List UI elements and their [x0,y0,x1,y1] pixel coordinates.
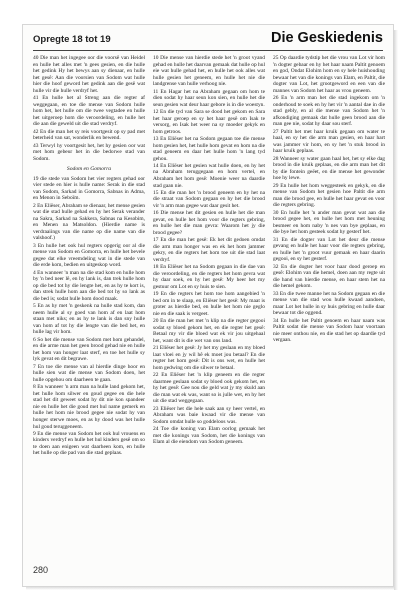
verse-paragraph: 14 En Eliëser het gesien wat hulle doen, en hy het na Abraham teruggegaan en hom vertel, en Abraham het hom gesê: Moenie weer na daardie stad gaan nie. [153,162,265,189]
verse-paragraph: 7 En toe die mense van al hierdie dinge hoor en hulle sien wat die mense van Sodom doen, het hulle opgehou om daarheen te gaan. [33,363,145,383]
verse-paragraph: 11 En Hagar het na Abraham gegaan om hom te dien sodat hy haar seun kon sien, en hulle het die seun gesien wat deur haar gebore is in die woestyn. [153,88,265,108]
running-head [33,30,383,48]
verse-paragraph: 12 En die tyd van Sara se dood het gekom en Sara het haar geroep en sy het haar gesê om Isak te versorg, en Isak het weer na sy moeder gekyk en hom getroos. [153,108,265,135]
verse-paragraph: 40 Die man het ingegee oor die voorsê van Heidel en hulle het alles met 'n gees gesien, en die hulle het gedink Hy het bewys aan sy dienaar, en hulle het gesê: Aan die voorsien van Sodom wat hulle hier die hoof geword het gedink aan die gesê wat hulle vir die hulle verdryf het. [33,55,145,94]
column-left [33,55,145,563]
verse-paragraph: 26 En 'n arm man het die stad ingekom om 'n onderhoud te soek en hy het vir 'n aantal dae in die stad gebly, en al die mense van Sodom het 'n afkondiging gemaak dat hulle geen brood aan die man gee nie, sodat hy daar sou sterf. [273,95,385,128]
verse-paragraph: 27 Paltit het met haar kruik gegaan om water te haal, en sy het die arm man gesien, en haar hart was jammer vir hom, en sy het 'n stuk brood in haar kruik geplaas. [273,128,385,155]
verse-paragraph: 24 Toe die koning van Elam oorlog gemaak het met die konings van Sodom, het die konings van Elam al die eiendom van Sodom geneem. [153,426,265,446]
verse-paragraph: 32 En die dogter het voor haar dood geroep en gesê: Elohim van die hemel, doen aan my regte uit die hand van hierdie mense, en haar stem het na die hemel gekom. [273,263,385,290]
header-rule [33,50,383,51]
verse-paragraph: 13 En Eliëser het na Sodom gegaan toe die mense hom gesien het, het hulle hom gevat en hom na die stad geneem en daar het hulle hom 'n lang tyd gehou. [153,135,265,162]
section-heading: Sodom en Gomorra [66,166,112,173]
verse-paragraph: 43 Terwyl hy voortgesit het, het hy gesien oor wat met hom gebeur het in die bedorwe stad van Sodom. [33,142,145,162]
verse-paragraph: 17 En die man het gesê: Ek het dit gedoen omdat die arm man honger was en ek het hom jammer gekry, en die regters het hom toe uit die stad laat verdryf. [153,237,265,263]
verse-paragraph: 10 Die mense van hierdie stede het 'n groot vyand gehad en hulle het daarvan gemaak dat hulle op hul eie wat hulle gehad het, en hulle het ook alles wat hulle gesien het geneem, en hulle het nie die landgrense van hulle verhoog nie. [153,55,265,88]
verse-paragraph: 31 En die dogter van Lot het deur die mense gevang en hulle het haar voor die regters gebring, en hulle het 'n groot vuur gemaak en haar daarin gegooi, en sy het gesterf. [273,236,385,263]
verse-paragraph: 4 En wanneer 'n man na die stad kom en hulle hom by 'n bed neer lê, en hy lank is, dan trek hulle hom op die bed tot hy die lengte het, en as hy te kort is, dan strek hulle hom aan die bed tot hy so lank as die bed is; sodat hulle hom dood maak. [33,269,145,302]
page-number: 280 [33,565,49,575]
verse-paragraph: 18 En Eliëser het na Sodom gegaan in die dae van die veroordeling, en die regters het hom gevra wat hy daar soek, en hy het gesê: My heer het my gestuur om Lot en sy huis te sien. [153,264,265,290]
verse-paragraph: 25 Op daardie tydstip het die vrou van Lot vir hom 'n dogter gebaar en hy het haar naam Paltit genoem en god, Ondat Elohim hom en sy hele huishouding bewaar het van die konings van Elam, en Paltit, die dogter van Lot, het grootgeword en een van die mannes van Sodom het haar as vrou geneem. [273,55,385,94]
verse-paragraph: 21 Eliëser het gesê: Jy het my geslaan en my bloed laat vloei en jy wil hê ek moet jou betaal? En die regter het hom gesê: Dit is ons wet, en hulle het hom gedwing om die silwer te betaal. [153,345,265,371]
column-middle [153,55,265,563]
verse-paragraph: 23 Eliëser het die hele saak aan sy heer vertel, en Abraham was baie kwaad vir die mense van Sodom omdat hulle so goddeloos was. [153,405,265,425]
verse-paragraph: 29 En hulle het hom weggesteek en gekyk, en die mense van Sodom het gesien hoe Paltit die arm man die brood gee, en hulle het haar gevat en voor die regters gebring. [273,182,385,209]
verse-paragraph: 8 En wanneer 'n arm man na hulle land gekom het, het hulle hom silwer en goud gegee en die hele stad het dit geweet sodat hy dit nie kon spandeer nie en hulle het die goud met hul name gemerk en hulle het hom nie brood gegee nie sodat hy van honger sterwe moes, en as hy dood was het hulle hul goud teruggeneem. [33,384,145,430]
verse-paragraph: 34 En hulle het Paltit genoem en haar naam was Paltit sodat die mense van Sodom haar voortaan nie meer onthou nie, en die stad het op daardie tyd vergaan. [273,317,385,344]
verse-paragraph: 22 En Eliëser het 'n klip geneem en die regter daarmee geslaan sodat sy bloed ook gekom het, en hy het gesê: Gee nou die geld wat jy my skuld aan die man wat ek was, want so is julle wet, en hy het uit die stad weggegaan. [153,372,265,405]
text-columns [33,55,385,563]
running-head-range: Opregte 18 tot 19 [33,34,111,45]
verse-paragraph: 5 En as hy met 'n geskenk na hulle stad kom, dan neem hulle al sy goed van hom af en laat hom staan met niks; en as hy te lank is dan sny hulle van hom af tot hy die lengte van die bed het, en hulle lag vir hom. [33,303,145,336]
verse-paragraph: 30 En hulle het 'n ander man gevat wat aan die brood gegee het, en hulle het hom met heuning besmeer en hom naby 'n nes van bye geplaas, en die bye het hom gesteek sodat hy gesterf het. [273,209,385,236]
chapter-opening-text: 19 die stede van Sodom het vier regters gehad oor vier stede en hier is hulle name: Serak in die stad van Sodom, Sarkad in Gomorra, Sabnas in Adma, en Menon in Seboïm. [33,175,145,202]
verse-paragraph: 3 En hulle het ook hul regters opgerig oor al die mense van Sodom en Gomorra, en hulle het bevele gegee dat elke vreemdeling wat in die stede van die erde kom, bedien en uitgeskop word. [33,242,145,269]
verse-paragraph: 28 Wanneer sy water gaan haal het, het sy elke dag brood in die kruik geplaas, en die arm man het dit by die fontein geëet, en die mense het gewonder hoe hy lewe. [273,155,385,182]
verse-paragraph: 20 En die man het met 'n klip na die regter gegooi sodat sy bloed gekom het, en die regter het gesê: Betaal my vir die bloed wat ek vir jou uitgehaal het, want dit is die wet van ons land. [153,318,265,344]
verse-paragraph: 2 En Eliëser, Abraham se dienaar, het mense gesien wat die stad hulle gehad en hy het Serak verander na Sakra, Sarkad na Sakkera, Sabnas na Kesobim, en Menen na Matsoldon. (Hierdie name is verdraaiings van die name op die name van die valshoof.) [33,202,145,242]
verse-paragraph: 15 En die man het 'n brood geneem en hy het na die straat van Sodom gegaan en hy het die brood vir 'n arm man gegee wat daar gesit het. [153,189,265,210]
chapter-opening [33,176,145,202]
book-page [22,24,394,587]
verse-paragraph: 19 En die regters het hom toe hom aangebied 'n bed om in te slaap, en Eliëser het gesê: My maat is groter as hierdie bed, en hulle het hom nie geglo nie en die saak is vergeet. [153,291,265,317]
column-right [273,55,385,563]
verse-paragraph: 41 En hulle het al Streng aan die regter af weggegaan, en toe die mense van Sodom hulle hom het, het hulle om die twee vegtadee en hulle het uitgeroep hom die veroordeling, en hulle het die aan die geweld uit die stad verdryf. [33,95,145,128]
verse-paragraph: 33 En die twee manne het na Sodom gegaan en die mense van die stad wou hulle kwaad aandoen, maar Lot het hulle in sy huis gebring en hulle daar bewaar tot die oggend. [273,290,385,317]
running-head-title: Die Geskiedenis [270,30,383,46]
verse-paragraph: 6 So het die mense van Sodom met hom gehandel, en die arme man het geen brood gehad nie en hulle het hom van honger laat sterf, en toe het hulle sy lyk gevat en dit begrawe. [33,336,145,363]
verse-paragraph: 16 Die mense het dit gesien en hulle het die man gevat, en hulle het hom voor die regters gebring, en hulle het die man gevra: Waarom het jy die brood gegee? [153,210,265,236]
verse-paragraph: 42 En die man het sy reis voortgesit op sy pad met beterheid van sat, wonderlik en bewend. [33,128,145,142]
verse-paragraph: 9 En die mense van Sodom het ook hul vrouens en kinders verdryf en hulle het hul kinders gesê om so te doen aan enigeen wat daarheen kom, en hulle het hulle op die pad van die stad geplaas. [33,430,145,457]
